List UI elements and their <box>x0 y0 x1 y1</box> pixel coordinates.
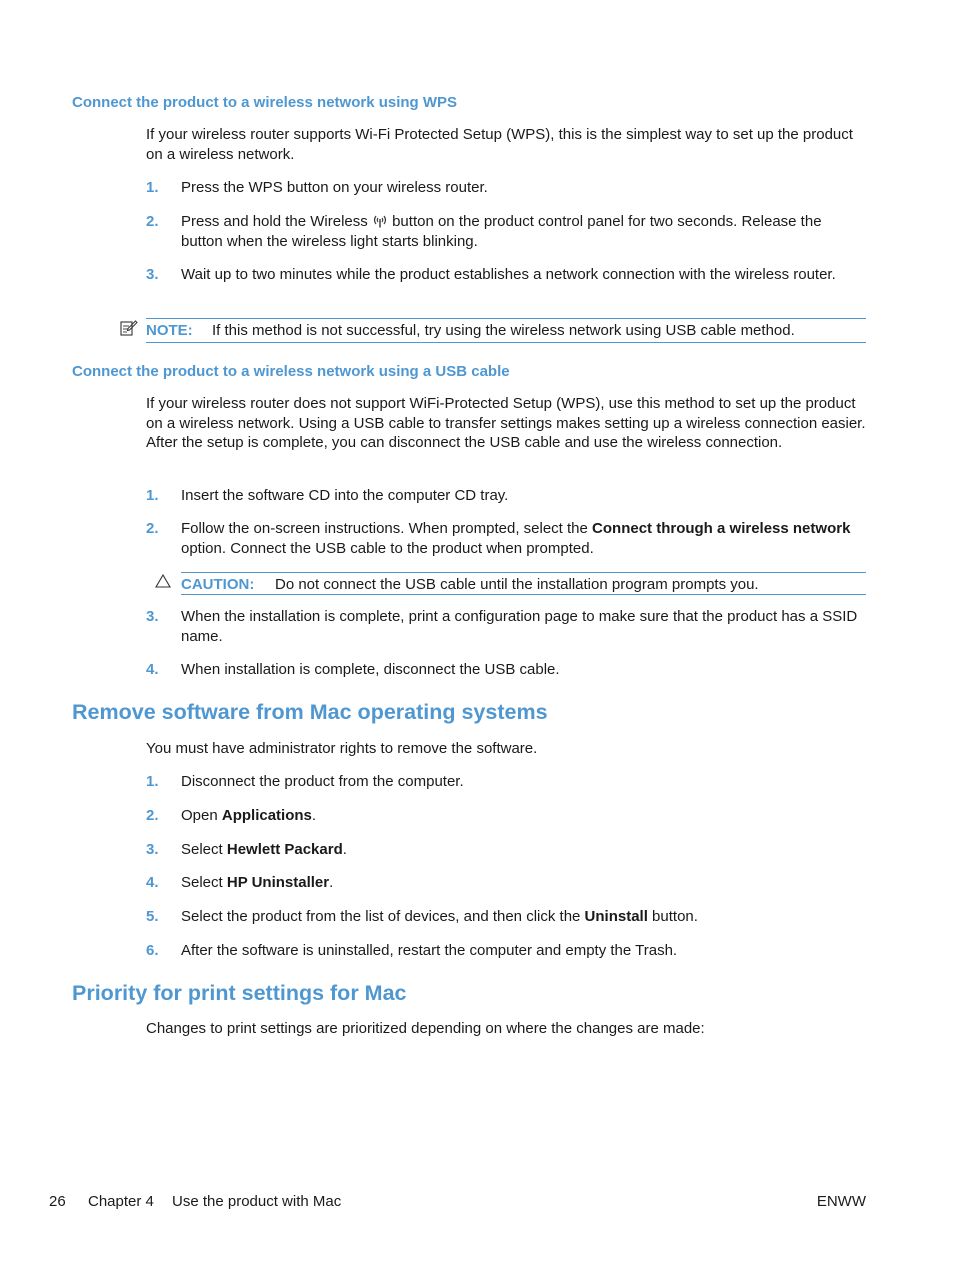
heading-remove-software: Remove software from Mac operating systems <box>72 700 548 724</box>
step-text-part: Follow the on-screen instructions. When prompted, select the <box>181 520 593 537</box>
note-label: NOTE: <box>146 322 193 339</box>
step-text <box>181 212 866 251</box>
caution-triangle-icon <box>155 574 171 588</box>
step-text <box>181 873 866 893</box>
step-number: 1. <box>146 487 159 504</box>
wps-intro: If your wireless router supports Wi-Fi Protected Setup (WPS), this is the simplest way to set up the product on a wireless network. <box>146 126 853 163</box>
step-text <box>181 907 866 927</box>
note-text: If this method is not successful, try using the wireless network using USB cable method. <box>212 322 795 339</box>
step-text-part: Open <box>181 807 222 824</box>
step-text: Press the WPS button on your wireless router. <box>181 179 488 196</box>
option-name: Connect through a wireless network <box>592 520 851 537</box>
step-number: 6. <box>146 942 159 959</box>
button-name: Uninstall <box>584 908 648 925</box>
usb-intro: If your wireless router does not support WiFi-Protected Setup (WPS), use this method to set up the product on a wireless network. Using a USB cable to transfer settings makes setting up a wireless connection easier. After the setup is complete, you can disconnect the USB cable and use the wireless connection. <box>146 395 866 451</box>
caution-box <box>181 572 866 595</box>
step-text-part: Select <box>181 874 227 891</box>
remove-intro: You must have administrator rights to remove the software. <box>146 740 538 757</box>
wireless-icon <box>372 214 388 228</box>
step-text-part: button. <box>647 908 698 925</box>
note-box <box>146 318 866 343</box>
footer-edition: ENWW <box>816 1193 866 1210</box>
step-text-part: Select <box>181 841 227 858</box>
step-text: When installation is complete, disconnect the USB cable. <box>181 661 560 678</box>
caution-label: CAUTION: <box>181 576 255 593</box>
step-text-part: Select the product from the list of devices, and then click the <box>181 908 585 925</box>
step-number: 3. <box>146 841 159 858</box>
menu-name: Applications <box>221 807 312 824</box>
step-number: 3. <box>146 608 159 625</box>
step-text-part: . <box>342 841 347 858</box>
folder-name: Hewlett Packard <box>226 841 343 858</box>
step-number: 4. <box>146 661 159 678</box>
step-text-part: button on the product control panel for two seconds. Release the button when the wireless light starts blinking. <box>181 213 822 250</box>
step-text: Insert the software CD into the computer CD tray. <box>181 487 509 504</box>
heading-priority: Priority for print settings for Mac <box>72 981 407 1005</box>
step-number: 1. <box>146 179 159 196</box>
step-number: 1. <box>146 773 159 790</box>
step-text <box>181 840 866 860</box>
step-number: 2. <box>146 213 159 230</box>
priority-intro: Changes to print settings are prioritized depending on where the changes are made: <box>146 1020 705 1037</box>
step-text: Wait up to two minutes while the product establishes a network connection with the wireless router. <box>181 266 836 283</box>
step-text <box>181 806 866 826</box>
step-text: When the installation is complete, print a configuration page to make sure that the product has a SSID name. <box>181 608 858 645</box>
step-number: 2. <box>146 520 159 537</box>
footer-chapter: Chapter 4 <box>88 1193 154 1210</box>
footer-chapter-title: Use the product with Mac <box>172 1193 342 1210</box>
step-text <box>181 519 866 558</box>
step-number: 5. <box>146 908 159 925</box>
caution-text: Do not connect the USB cable until the installation program prompts you. <box>275 576 759 593</box>
step-text: Disconnect the product from the computer. <box>181 773 464 790</box>
note-pencil-icon <box>120 320 138 337</box>
step-number: 4. <box>146 874 159 891</box>
app-name: HP Uninstaller <box>226 874 330 891</box>
heading-usb: Connect the product to a wireless network using a USB cable <box>72 363 510 380</box>
footer-page-number: 26 <box>49 1193 66 1210</box>
heading-wps: Connect the product to a wireless network using WPS <box>72 94 458 111</box>
step-text-part: . <box>329 874 334 891</box>
step-text-part: . <box>311 807 317 824</box>
step-text-part: Press and hold the Wireless <box>181 213 372 230</box>
step-text-part: option. Connect the USB cable to the product when prompted. <box>181 539 594 557</box>
step-number: 2. <box>146 807 159 824</box>
step-text: After the software is uninstalled, restart the computer and empty the Trash. <box>181 942 678 959</box>
step-number: 3. <box>146 266 159 283</box>
